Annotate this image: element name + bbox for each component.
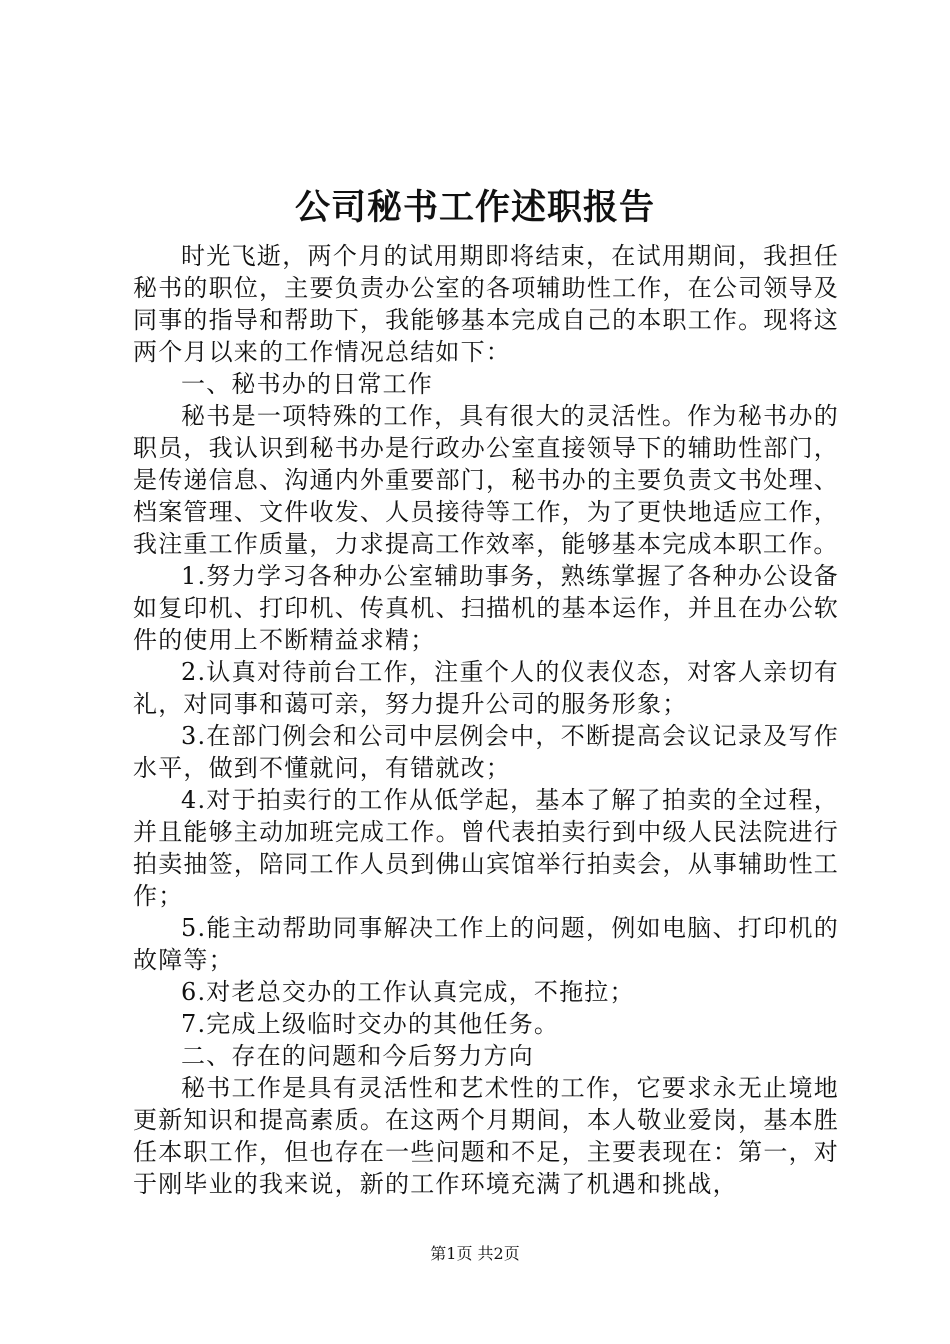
page-number-footer: 第1页 共2页 [430,1244,520,1263]
paragraph-section-1: 秘书是一项特殊的工作，具有很大的灵活性。作为秘书办的职员，我认识到秘书办是行政办公室直接领导下的辅助性部门，是传递信息、沟通内外重要部门，秘书办的主要负责文书处理、档案管理、文件收发、人员接待等工作，为了更快地适应工作，我注重工作质量，力求提高工作效率，能够基本完成本职工作。 [133,402,839,558]
list-item-1: 1.努力学习各种办公室辅助事务，熟练掌握了各种办公设备如复印机、打印机、传真机、扫描机的基本运作，并且在办公软件的使用上不断精益求精； [133,562,839,654]
list-item-3: 3.在部门例会和公司中层例会中，不断提高会议记录及写作水平，做到不懂就问，有错就改； [133,722,839,782]
list-item-4: 4.对于拍卖行的工作从低学起，基本了解了拍卖的全过程，并且能够主动加班完成工作。曾代表拍卖行到中级人民法院进行拍卖抽签，陪同工作人员到佛山宾馆举行拍卖会，从事辅助性工作； [133,786,839,910]
paragraph-intro: 时光飞逝，两个月的试用期即将结束，在试用期间，我担任秘书的职位，主要负责办公室的各项辅助性工作，在公司领导及同事的指导和帮助下，我能够基本完成自己的本职工作。现将这两个月以来的工作情况总结如下： [133,242,839,366]
paragraph-section-2: 秘书工作是具有灵活性和艺术性的工作，它要求永无止境地更新知识和提高素质。在这两个月期间，本人敬业爱岗，基本胜任本职工作，但也存在一些问题和不足，主要表现在：第一，对于刚毕业的我来说，新的工作环境充满了机遇和挑战， [133,1074,839,1198]
list-item-5: 5.能主动帮助同事解决工作上的问题，例如电脑、打印机的故障等； [133,914,839,974]
section-heading-1: 一、秘书办的日常工作 [181,370,433,398]
list-item-7: 7.完成上级临时交办的其他任务。 [181,1010,560,1038]
document-title: 公司秘书工作述职报告 [294,187,655,228]
list-item-2: 2.认真对待前台工作，注重个人的仪表仪态，对客人亲切有礼，对同事和蔼可亲，努力提升公司的服务形象； [133,658,839,718]
section-heading-2: 二、存在的问题和今后努力方向 [181,1042,534,1070]
list-item-6: 6.对老总交办的工作认真完成，不拖拉； [181,978,635,1006]
document-body [133,240,839,1200]
